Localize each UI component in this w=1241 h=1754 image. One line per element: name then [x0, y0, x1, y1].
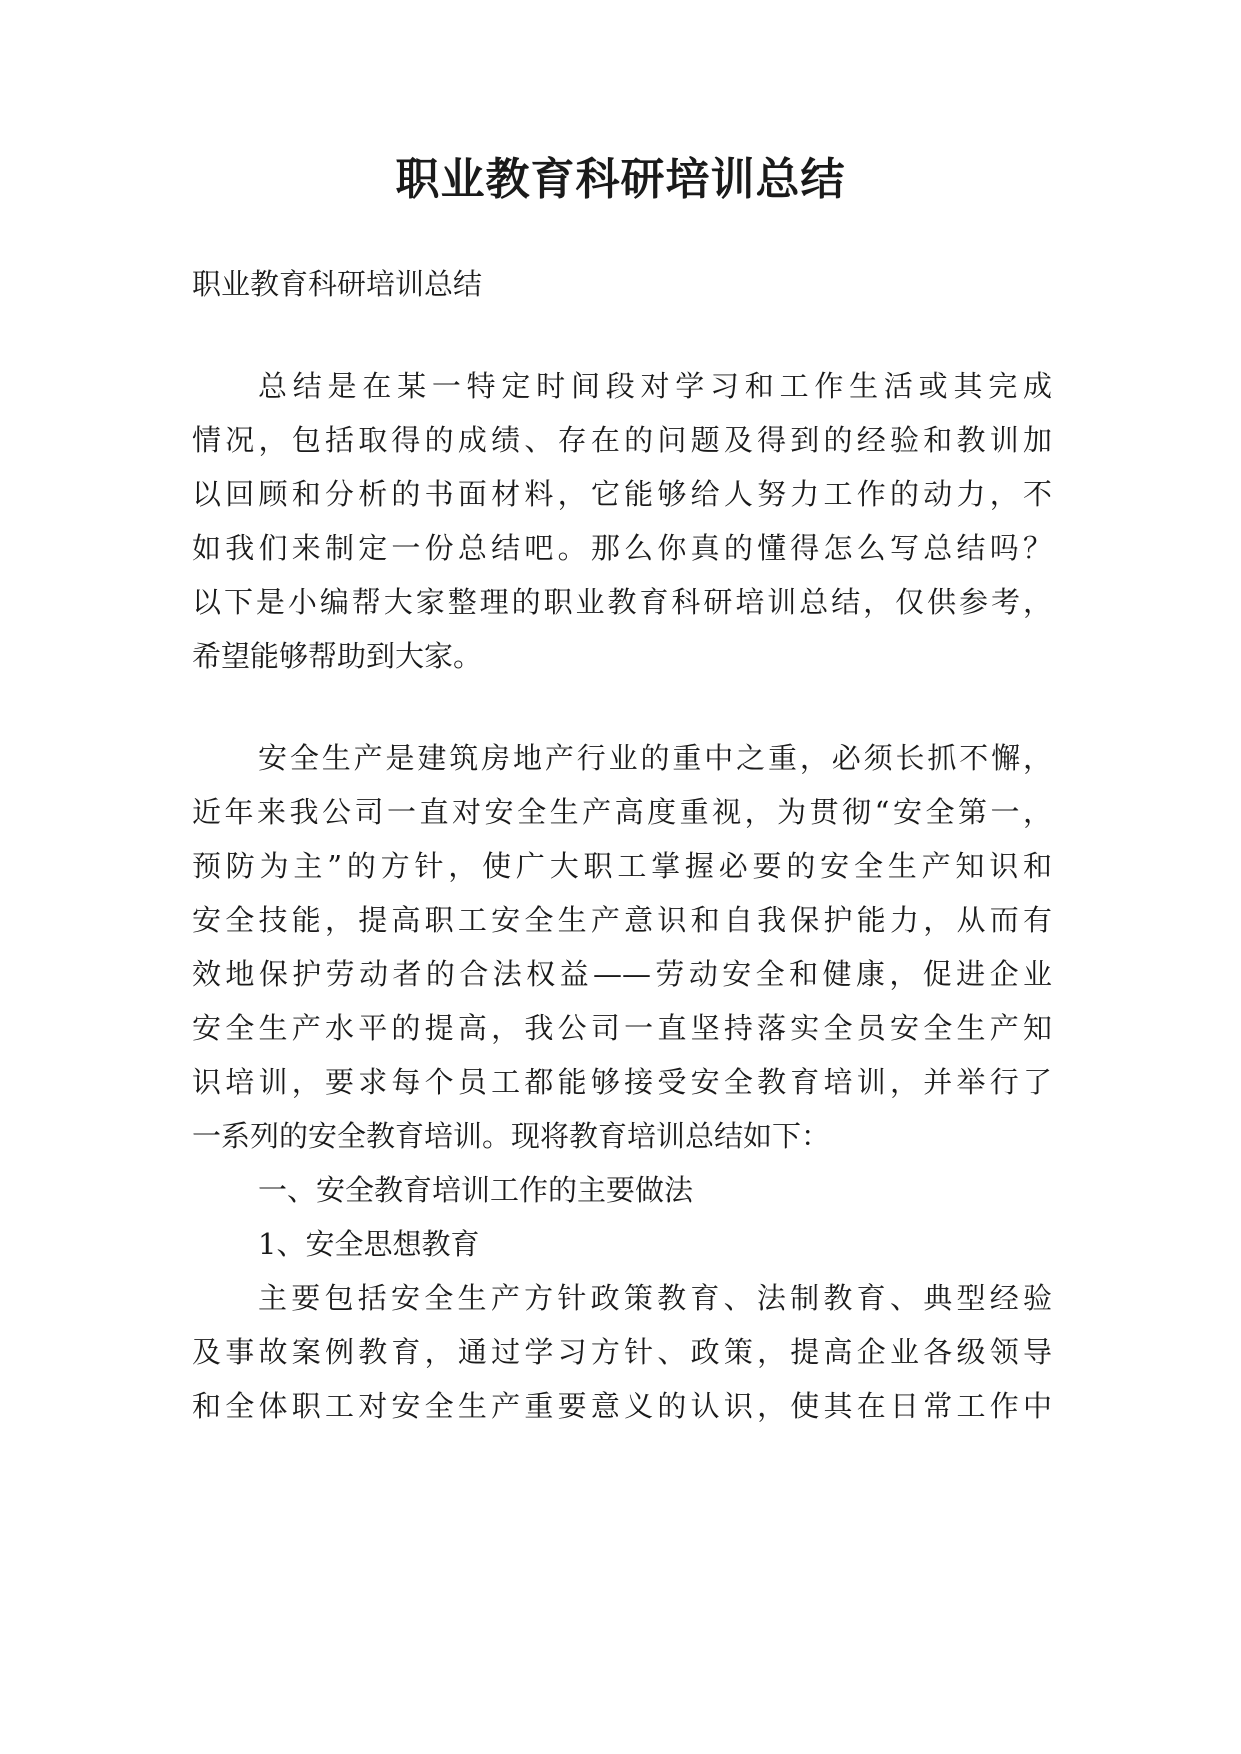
intro-line: 以下是小编帮大家整理的职业教育科研培训总结，仅供参考， — [192, 585, 1052, 619]
body-line: 效地保护劳动者的合法权益——劳动安全和健康，促进企业 — [192, 957, 1052, 991]
body-line: 预防为主”的方针，使广大职工掌握必要的安全生产知识和 — [192, 849, 1052, 883]
body-line: 识培训，要求每个员工都能够接受安全教育培训，并举行了 — [192, 1065, 1052, 1099]
subtitle-line: 职业教育科研培训总结 — [192, 267, 483, 301]
intro-line: 以回顾和分析的书面材料，它能够给人努力工作的动力，不 — [192, 477, 1052, 511]
body-line: 安全技能，提高职工安全生产意识和自我保护能力，从而有 — [192, 903, 1052, 937]
body-line: 安全生产是建筑房地产行业的重中之重，必须长抓不懈， — [258, 741, 1052, 775]
intro-line: 希望能够帮助到大家。 — [192, 639, 483, 673]
intro-line: 情况，包括取得的成绩、存在的问题及得到的经验和教训加 — [192, 423, 1052, 457]
body-line: 一系列的安全教育培训。现将教育培训总结如下： — [192, 1119, 831, 1153]
intro-line: 总结是在某一特定时间段对学习和工作生活或其完成 — [258, 369, 1052, 403]
intro-line: 如我们来制定一份总结吧。那么你真的懂得怎么写总结吗？ — [192, 531, 1052, 565]
document-title: 职业教育科研培训总结 — [395, 154, 846, 205]
para3-line: 和全体职工对安全生产重要意义的认识，使其在日常工作中 — [192, 1389, 1052, 1423]
body-line: 安全生产水平的提高，我公司一直坚持落实全员安全生产知 — [192, 1011, 1052, 1045]
para3-line: 及事故案例教育，通过学习方针、政策，提高企业各级领导 — [192, 1335, 1052, 1369]
body-line: 近年来我公司一直对安全生产高度重视，为贯彻“安全第一， — [192, 795, 1052, 829]
section-heading: 一、安全教育培训工作的主要做法 — [258, 1173, 694, 1207]
para3-line: 主要包括安全生产方针政策教育、法制教育、典型经验 — [258, 1281, 1052, 1315]
subsection-heading: 1、安全思想教育 — [258, 1227, 480, 1261]
